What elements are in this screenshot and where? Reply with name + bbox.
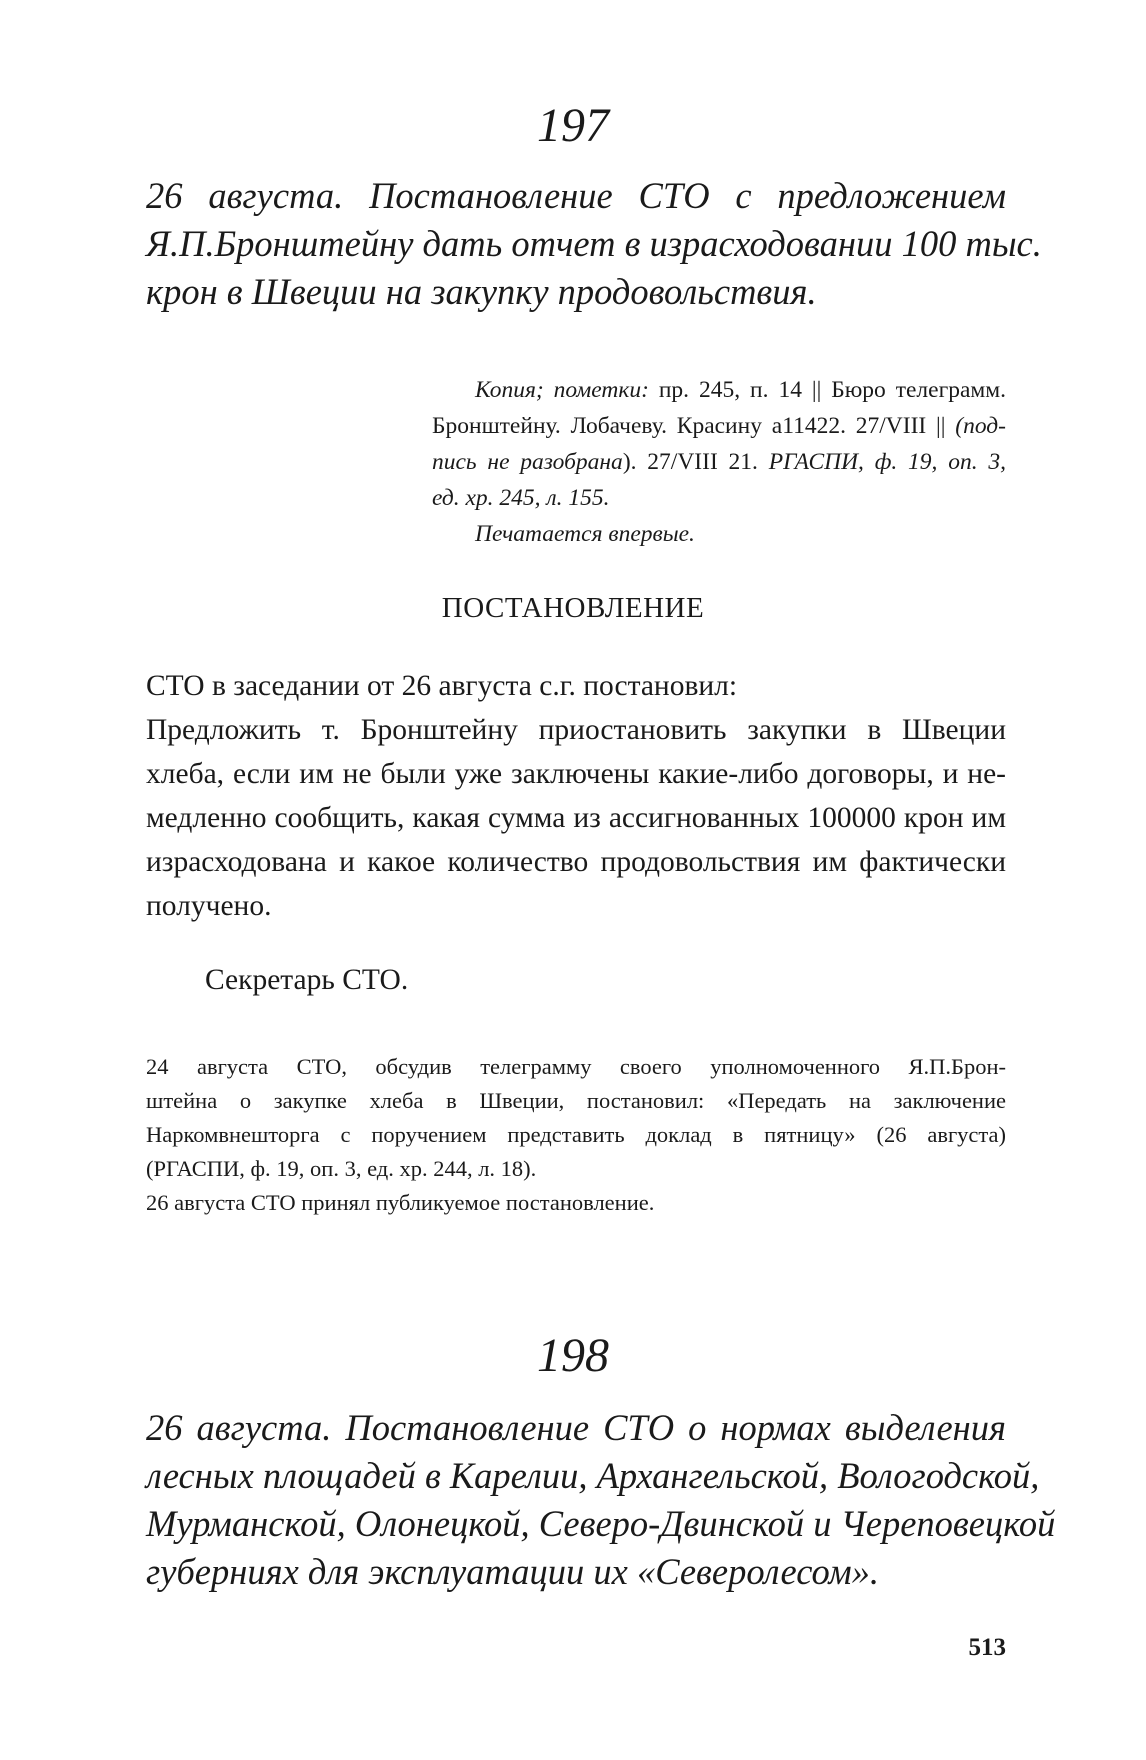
note-line: Наркомвнешторга с поручением представить доклад в пятницу» (26 августа) bbox=[146, 1122, 1006, 1147]
heading-line: 26 августа. Постановление СТО о нормах выделения bbox=[146, 1407, 1006, 1448]
page-number: 513 bbox=[968, 1634, 1006, 1661]
body-line: израсходована и какое количество продовольствия им фактически bbox=[146, 846, 1006, 878]
meta-archive-ref: РГАСПИ, ф. 19, оп. 3, bbox=[768, 449, 1006, 475]
meta-first-published: Печатается впервые. bbox=[475, 521, 695, 547]
heading-line: губерниях для эксплуатации их «Северолесом». bbox=[146, 1551, 880, 1592]
editorial-note bbox=[146, 1050, 1006, 1220]
body-line: медленно сообщить, какая сумма из ассигнованных 100000 крон им bbox=[146, 802, 1006, 834]
heading-line: 26 августа. Постановление СТО с предложением bbox=[146, 175, 1006, 216]
body-line: СТО в заседании от 26 августа с.г. постановил: bbox=[146, 670, 738, 702]
resolution-title: ПОСТАНОВЛЕНИЕ bbox=[441, 592, 705, 624]
meta-line-3 bbox=[432, 444, 1006, 480]
body-line: получено. bbox=[146, 890, 272, 922]
note-line: 26 августа СТО принял публикуемое постановление. bbox=[146, 1190, 655, 1215]
note-line: 24 августа СТО, обсудив телеграмму своего уполномоченного Я.П.Брон- bbox=[146, 1054, 1006, 1079]
signature: Секретарь СТО. bbox=[205, 964, 409, 996]
meta-copy-label: Копия; пометки: bbox=[475, 377, 649, 403]
heading-line: крон в Швеции на закупку продовольствия. bbox=[146, 271, 817, 312]
document-197-heading bbox=[146, 172, 1042, 316]
body-line: Предложить т. Бронштейну приостановить закупки в Швеции bbox=[146, 714, 1006, 746]
meta-line-1 bbox=[432, 372, 1006, 408]
heading-line: Я.П.Бронштейну дать отчет в израсходовании 100 тыс. bbox=[146, 223, 1042, 264]
meta-line-2 bbox=[432, 408, 1006, 444]
meta-date: ). 27/VIII 21. bbox=[622, 449, 769, 475]
archival-metadata bbox=[432, 372, 1006, 552]
meta-signature-note-start: (под- bbox=[955, 413, 1006, 439]
note-line: штейна о закупке хлеба в Швеции, постановил: «Передать на заключение bbox=[146, 1088, 1006, 1113]
resolution-body bbox=[146, 664, 1006, 928]
heading-line: Мурманской, Олонецкой, Северо-Двинской и Череповецкой bbox=[146, 1503, 1056, 1544]
document-number-197: 197 bbox=[537, 99, 609, 152]
document-198-heading bbox=[146, 1404, 1056, 1596]
note-line: (РГАСПИ, ф. 19, оп. 3, ед. хр. 244, л. 18). bbox=[146, 1156, 537, 1181]
meta-recipients: Бронштейну. Лобачеву. Красину а11422. 27/VIII || bbox=[432, 413, 956, 439]
meta-signature-note-end: пись не разобрана bbox=[432, 449, 623, 475]
meta-copy-text: пр. 245, п. 14 || Бюро телеграмм. bbox=[648, 377, 1007, 403]
heading-line: лесных площадей в Карелии, Архангельской, Вологодской, bbox=[146, 1455, 1040, 1496]
body-line: хлеба, если им не были уже заключены какие-либо договоры, и не- bbox=[146, 758, 1006, 790]
document-number-198: 198 bbox=[537, 1329, 609, 1382]
meta-archive-item: ед. хр. 245, л. 155. bbox=[432, 485, 610, 511]
